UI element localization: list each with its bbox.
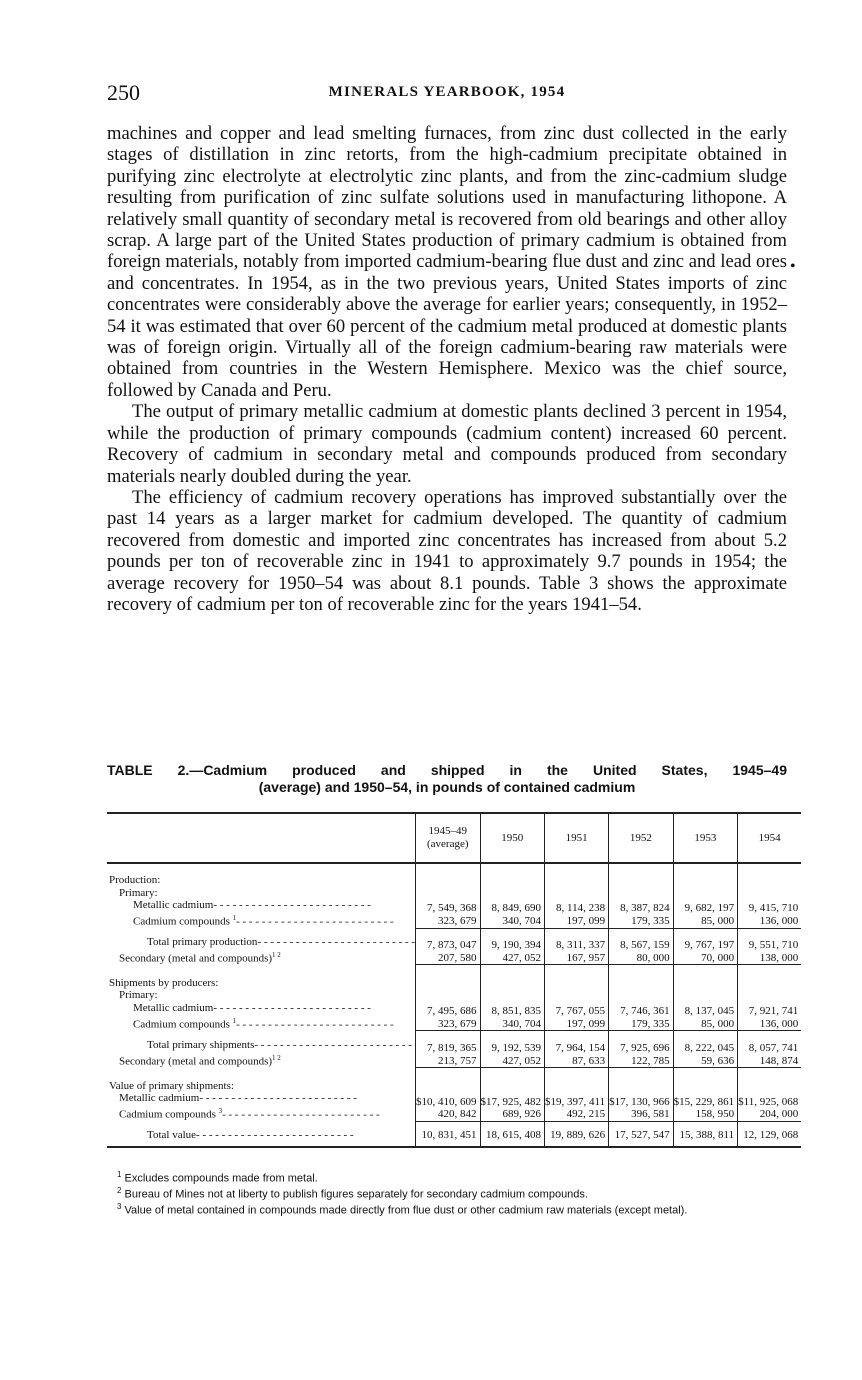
col-header: 1945–49 (average) — [416, 813, 481, 863]
table-row — [107, 1031, 801, 1068]
body-text — [107, 123, 787, 615]
table-cell: 17, 527, 547 — [609, 1121, 674, 1147]
leader-dots: - - - - - - - - - - - - - - - - - - - - - - - - - — [254, 1038, 412, 1051]
paragraph-1: machines and copper and lead smelting furnaces, from zinc dust collected in the early stages of distillation in zinc retorts, from the high-cadmium precipitate obtained in purifying zinc electrolyte at electrolytic zinc plants, and from the zinc-cadmium sludge resulting from purification of zinc sulfate solutions used in manufacturing lithopone. A relatively small quantity of secondary metal is recovered from old bearings and other alloy scrap. A large part of the United States production of primary cadmium is obtained from foreign materials, notably from imported cadmium-bearing flue dust and zinc and lead ores and concentrates. In 1954, as in the two previous years, United States imports of zinc concentrates were considerably above the average for earlier years; consequently, in 1952–54 it was estimated that over 60 percent of the cadmium metal produced at domestic plants was of foreign origin. Virtually all of the foreign cadmium-bearing raw materials were obtained from countries in the Western Hemisphere. Mexico was the chief source, followed by Canada and Peru. — [107, 123, 787, 401]
section-label: Value of primary shipments: — [109, 1079, 234, 1092]
table-row — [107, 874, 801, 928]
footnote-ref: 1 2 — [272, 1053, 281, 1062]
row-label: Cadmium compounds — [133, 1018, 230, 1031]
section-label: Production: — [109, 874, 161, 886]
footnote-ref: 3 — [218, 1106, 223, 1115]
table-cell: $15, 229, 861 158, 950 — [673, 1068, 738, 1121]
cadmium-table — [107, 812, 801, 1148]
table-cell: 8, 567, 159 80, 000 — [609, 928, 674, 965]
table-cell: $19, 397, 411 492, 215 — [545, 1068, 609, 1121]
col-header: 1951 — [545, 813, 609, 863]
leader-dots: - - - - - - - - - - - - - - - - - - - - - - - - - — [196, 1129, 354, 1142]
leader-dots: - - - - - - - - - - - - - - - - - - - - - - - - - — [236, 1018, 394, 1031]
row-label: Secondary (metal and compounds) — [119, 1055, 273, 1068]
table-cell: 9, 767, 197 70, 000 — [673, 928, 738, 965]
row-label: Total primary shipments — [147, 1038, 255, 1051]
paragraph-3: The efficiency of cadmium recovery operations has improved substantially over the past 14 years as a larger market for cadmium developed. The quantity of cadmium recovered from domestic and imported zinc concentrates has increased from about 5.2 pounds per ton of recoverable zinc in 1941 to approximately 9.7 pounds in 1954; the average recovery for 1950–54 was about 8.1 pounds. Table 3 shows the approximate recovery of cadmium per ton of recoverable zinc for the years 1941–54. — [107, 486, 787, 615]
table-cell: 7, 819, 365 213, 757 — [416, 1031, 481, 1068]
row-label: Total value — [147, 1129, 197, 1142]
row-label: Cadmium compounds — [119, 1108, 216, 1121]
table-cell: 9, 190, 394 427, 052 — [480, 928, 545, 965]
footnote: $^1$ Excludes compounds made from metal. — [117, 1170, 318, 1185]
table-cell: 7, 925, 696 122, 785 — [609, 1031, 674, 1068]
table-cell: 9, 551, 710 138, 000 — [738, 928, 802, 965]
table-cell: $17, 925, 482 689, 926 — [480, 1068, 545, 1121]
section-label: Shipments by producers: — [109, 976, 219, 989]
table-cell: 8, 222, 045 59, 636 — [673, 1031, 738, 1068]
table-caption-line-2: (average) and 1950–54, in pounds of contained cadmium — [258, 779, 636, 795]
table-row — [107, 928, 801, 965]
col-header: 1950 — [480, 813, 545, 863]
table-header-row — [107, 813, 801, 863]
table-cell: 12, 129, 068 — [738, 1121, 802, 1147]
table-cell: 8, 114, 238 197, 099 — [545, 874, 609, 928]
row-label: Metallic cadmium — [133, 1002, 214, 1015]
page-number: 250 — [107, 80, 140, 105]
table-cell: 9, 415, 710 136, 000 — [738, 874, 802, 928]
table-cell: 10, 831, 451 — [416, 1121, 481, 1147]
table-cell: $10, 410, 609 420, 842 — [416, 1068, 481, 1121]
stub-header — [107, 813, 416, 863]
table-caption-line-1: TABLE 2.—Cadmium produced and shipped in the United States, 1945–49 — [107, 762, 787, 778]
table-row — [107, 1121, 801, 1147]
leader-dots: - - - - - - - - - - - - - - - - - - - - - - - - - — [222, 1108, 380, 1121]
table-cell: 7, 549, 368 323, 679 — [416, 874, 481, 928]
table-cell: 15, 388, 811 — [673, 1121, 738, 1147]
table-cell: 7, 495, 686 323, 679 — [416, 965, 481, 1031]
table-caption — [107, 762, 787, 796]
table-cell: 9, 682, 197 85, 000 — [673, 874, 738, 928]
col-header: 1954 — [738, 813, 802, 863]
table-cell: 7, 964, 154 87, 633 — [545, 1031, 609, 1068]
table-cell: 7, 767, 055 197, 099 — [545, 965, 609, 1031]
table-cell: 18, 615, 408 — [480, 1121, 545, 1147]
table-row — [107, 1068, 801, 1121]
margin-mark: • — [790, 258, 796, 275]
table-cell: 9, 192, 539 427, 052 — [480, 1031, 545, 1068]
table-cell: 7, 873, 047 207, 580 — [416, 928, 481, 965]
table-cell: 8, 387, 824 179, 335 — [609, 874, 674, 928]
col-header: 1953 — [673, 813, 738, 863]
footnote-ref: 1 — [232, 1016, 237, 1025]
table-cell: 7, 746, 361 179, 335 — [609, 965, 674, 1031]
paragraph-2: The output of primary metallic cadmium at domestic plants declined 3 percent in 1954, while the production of primary compounds (cadmium content) increased 60 percent. Recovery of cadmium in secondary metal and compounds produced from secondary materials nearly doubled during the year. — [107, 401, 787, 487]
col-header: 1952 — [609, 813, 674, 863]
leader-dots: - - - - - - - - - - - - - - - - - - - - - - - - - — [213, 899, 371, 912]
table-row — [107, 965, 801, 1031]
leader-dots: - - - - - - - - - - - - - - - - - - - - - - - - - — [236, 915, 394, 928]
table-cell: 8, 851, 835 340, 704 — [480, 965, 545, 1031]
table-cell: 19, 889, 626 — [545, 1121, 609, 1147]
row-label: Cadmium compounds — [133, 915, 230, 928]
section-label: Primary: — [119, 989, 158, 1002]
running-title: MINERALS YEARBOOK, 1954 — [328, 84, 566, 100]
footnote-ref: 1 2 — [272, 950, 281, 959]
leader-dots: - - - - - - - - - - - - - - - - - - - - - - - - - — [199, 1092, 357, 1105]
row-label: Secondary (metal and compounds) — [119, 952, 273, 965]
footnote-ref: 1 — [232, 913, 237, 922]
leader-dots: - - - - - - - - - - - - - - - - - - - - - - - - - — [257, 936, 416, 949]
leader-dots: - - - - - - - - - - - - - - - - - - - - - - - - - — [213, 1002, 371, 1015]
table-cell: 7, 921, 741 136, 000 — [738, 965, 802, 1031]
table-cell: 8, 849, 690 340, 704 — [480, 874, 545, 928]
footnotes — [107, 1169, 787, 1217]
table-cell: 8, 057, 741 148, 874 — [738, 1031, 802, 1068]
table-cell: 8, 311, 337 167, 957 — [545, 928, 609, 965]
section-label: Primary: — [119, 886, 158, 899]
footnote: $^3$ Value of metal contained in compounds made directly from flue dust or other cadmium raw materials (except metal). — [117, 1202, 688, 1217]
table-cell: $17, 130, 966 396, 581 — [609, 1068, 674, 1121]
running-header — [107, 80, 787, 104]
footnote: $^2$ Bureau of Mines not at liberty to publish figures separately for secondary cadmium compounds. — [117, 1186, 588, 1201]
table-cell: 8, 137, 045 85, 000 — [673, 965, 738, 1031]
table-cell: $11, 925, 068 204, 000 — [738, 1068, 802, 1121]
row-label: Metallic cadmium — [133, 899, 214, 912]
row-label: Metallic cadmium — [119, 1092, 200, 1105]
row-label: Total primary production — [147, 936, 258, 949]
